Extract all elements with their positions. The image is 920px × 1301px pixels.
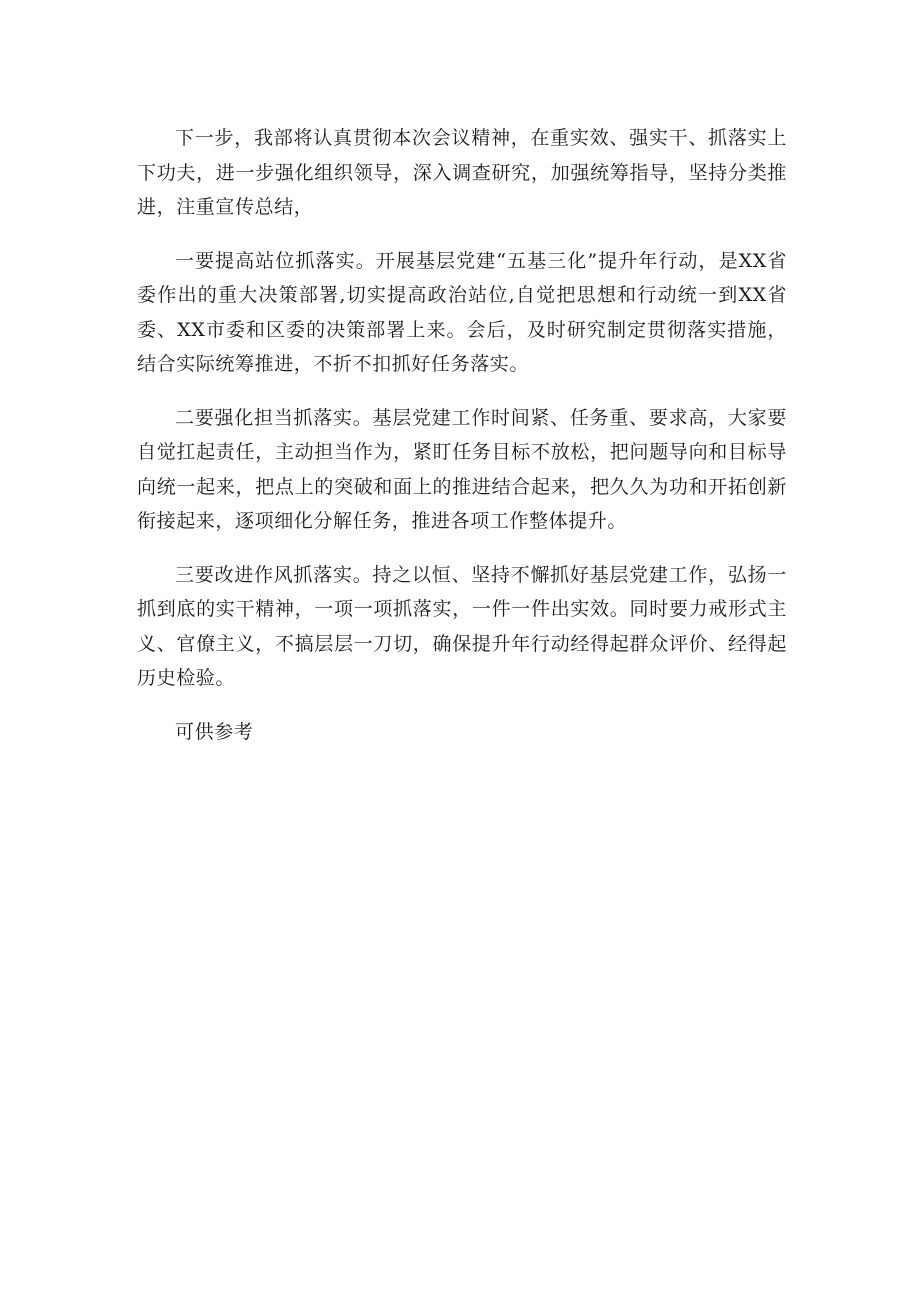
paragraph-point-three: 三要改进作风抓落实。持之以恒、坚持不懈抓好基层党建工作，弘扬一抓到底的实干精神，一项一项抓落实，一件一件出实效。同时要力戒形式主义、官僚主义，不搞层层一刀切，确保提升年行动经得起群众评价、经得起历史检验。 — [137, 563, 787, 689]
document-body — [137, 121, 787, 768]
paragraph-intro: 下一步，我部将认真贯彻本次会议精神，在重实效、强实干、抓落实上下功夫，进一步强化组织领导，深入调查研究，加强统筹指导，坚持分类推进，注重宣传总结， — [137, 127, 787, 218]
paragraph-point-one: 一要提高站位抓落实。开展基层党建“五基三化”提升年行动，是XX省委作出的重大决策部署,切实提高政治站位,自觉把思想和行动统一到XX省委、XX市委和区委的决策部署上来。会后，及时研究制定贯彻落实措施，结合实际统筹推进，不折不扣抓好任务落实。 — [137, 249, 787, 375]
paragraph-point-two: 二要强化担当抓落实。基层党建工作时间紧、任务重、要求高，大家要自觉扛起责任，主动担当作为，紧盯任务目标不放松，把问题导向和目标导向统一起来，把点上的突破和面上的推进结合起来，把久久为功和开拓创新衔接起来，逐项细化分解任务，推进各项工作整体提升。 — [137, 406, 787, 532]
closing-note: 可供参考 — [175, 720, 254, 743]
